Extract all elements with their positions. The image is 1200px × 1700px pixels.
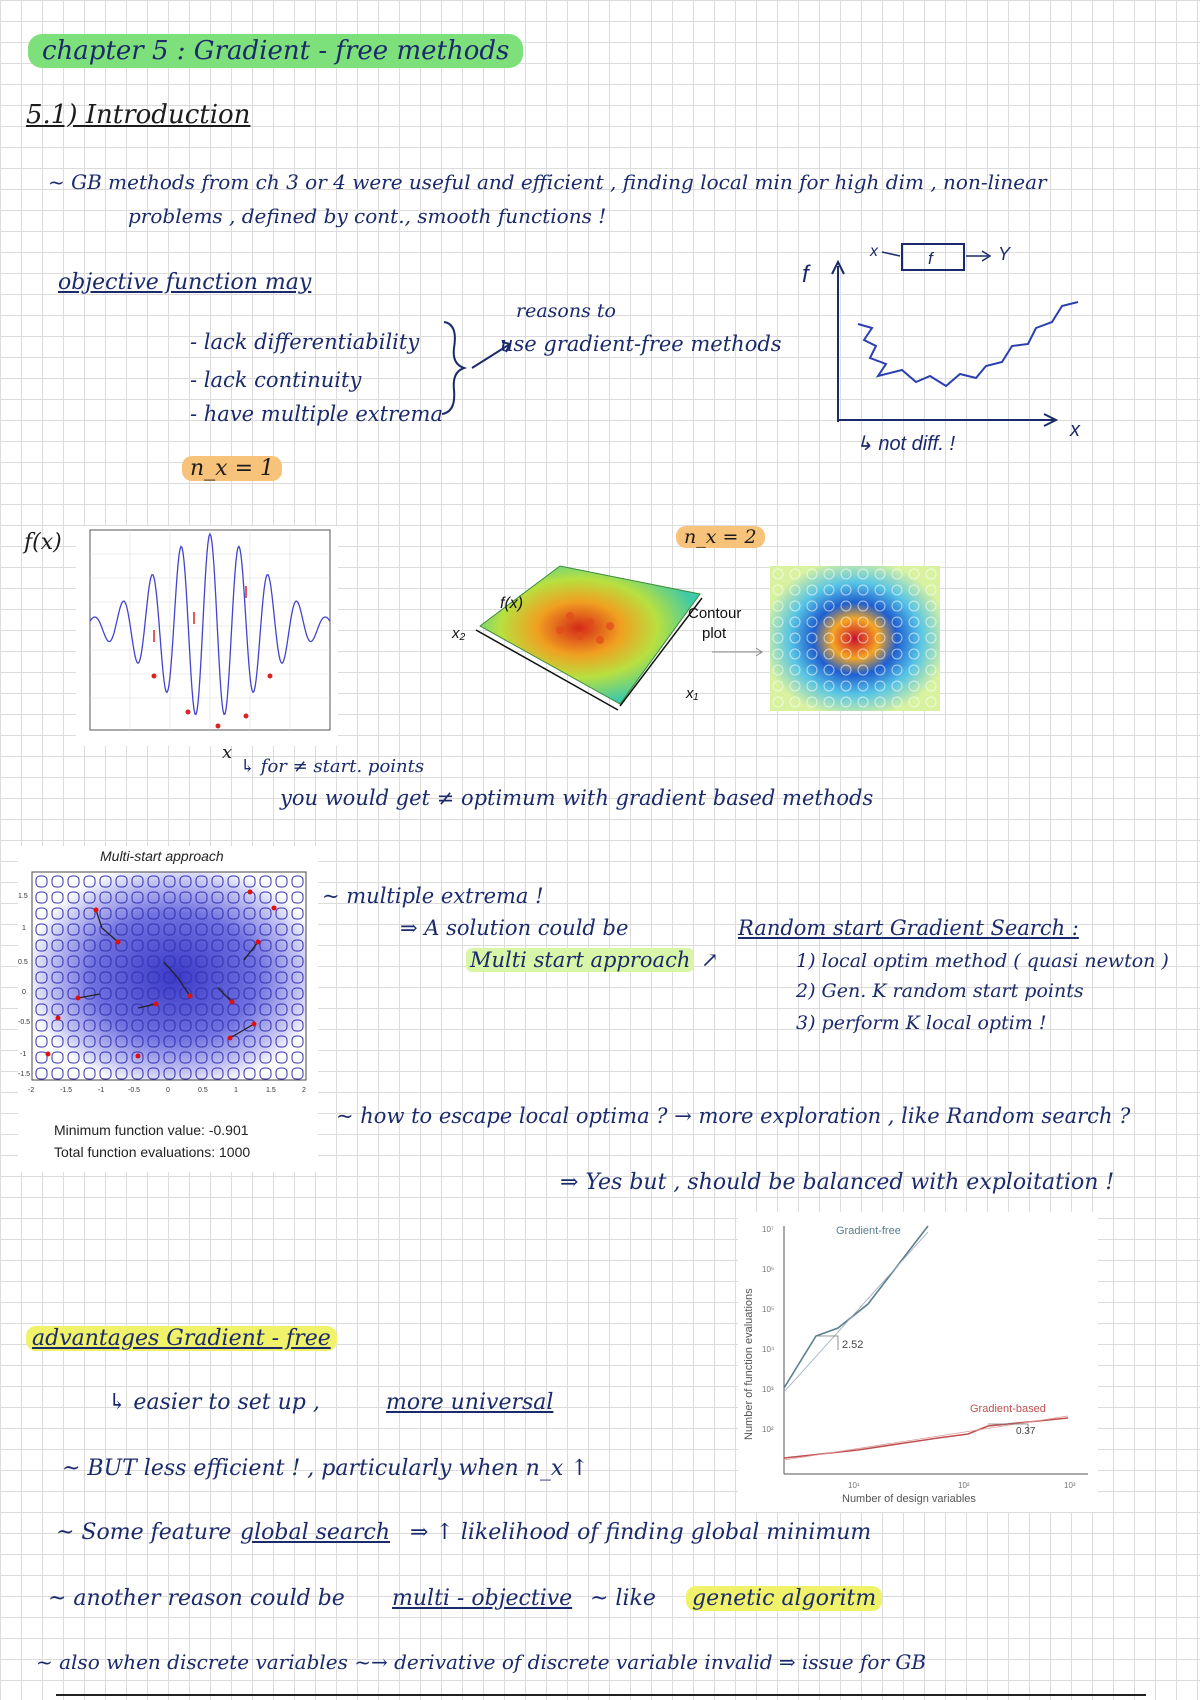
another-4-wrap [686, 1586, 882, 1611]
advantages-1: ↳ easier to set up , [108, 1390, 320, 1415]
sketch-box-x: x [870, 243, 878, 260]
nx1-label-text: n_x = 1 [182, 456, 282, 481]
ms-xtick-6: 0.5 [198, 1087, 208, 1094]
chart-ylabel: Number of function evaluations [743, 1288, 755, 1440]
bullet-1: - lack differentiability [190, 330, 420, 354]
chapter-title-text: chapter 5 : Gradient - free methods [28, 34, 523, 68]
surface-plot [440, 556, 960, 726]
advantages-2: more universal [386, 1390, 554, 1415]
some-line-1: ~ Some feature [56, 1520, 232, 1545]
reasons-label-2: use gradient-free methods [500, 332, 782, 356]
yes-line: ⇒ Yes but , should be balanced with exploitation ! [560, 1170, 1115, 1195]
surface-fx: f(x) [500, 595, 524, 612]
escape-line: ~ how to escape local optima ? → more exploration , like Random search ? [336, 1104, 1131, 1128]
solution-arrow: ↗ [701, 948, 719, 972]
multi-extrema: ~ multiple extrema ! [322, 884, 544, 908]
fx-label: f(x) [24, 530, 62, 555]
nx2-label-text: n_x = 2 [676, 526, 765, 548]
chart-label-free: Gradient-free [836, 1225, 901, 1237]
ms-xtick-4: -0.5 [128, 1087, 141, 1094]
ms-ytick-6: -1 [20, 1051, 27, 1058]
chapter-title [28, 36, 523, 66]
objective-heading: objective function may [58, 270, 312, 295]
ms-ytick-5: -0.5 [18, 1019, 31, 1026]
reasons-label-1: reasons to [516, 300, 616, 322]
ms-xtick-3: -1 [98, 1087, 105, 1094]
some-line-2: global search [240, 1520, 391, 1545]
sketch-note: ↳ not diff. ! [856, 433, 956, 455]
intro-line-2: problems , defined by cont., smooth functions ! [128, 204, 607, 228]
random-step-3: 3) perform K local optim ! [796, 1012, 1047, 1034]
chart-label-based: Gradient-based [970, 1403, 1046, 1415]
ms-xtick-1: -2 [28, 1087, 35, 1094]
contour-label-1: Contour [688, 605, 742, 622]
another-2: multi - objective [392, 1586, 573, 1611]
chart-ytick-1: 10⁷ [762, 1225, 774, 1234]
chart-ytick-4: 10⁴ [762, 1345, 775, 1354]
chart-xtick-1: 10¹ [848, 1481, 860, 1490]
sketch-box-f: f [928, 249, 933, 268]
chart-ytick-3: 10⁵ [762, 1305, 775, 1314]
solution-2-text: Multi start approach [466, 948, 694, 972]
ms-xtick-8: 1.5 [266, 1087, 276, 1094]
surface-x2: x₂ [452, 625, 466, 642]
start-note-1: ↳ for ≠ start. points [240, 756, 425, 777]
chart-xtick-3: 10³ [1064, 1481, 1076, 1490]
chart-ytick-2: 10⁶ [762, 1265, 775, 1274]
some-line-3: ⇒ ↑ likelihood of finding global minimum [410, 1520, 872, 1545]
discrete-line: ~ also when discrete variables ~→ derivative of discrete variable invalid ⇒ issue for GB [36, 1650, 927, 1674]
ms-ytick-4: 0 [22, 989, 26, 996]
multistart-evals: Total function evaluations: 1000 [54, 1144, 251, 1160]
nx1-label [182, 456, 282, 481]
solution-2 [466, 948, 719, 972]
bullet-3: - have multiple extrema [190, 402, 443, 426]
but-line: ~ BUT less efficient ! , particularly when n_x ↑ [62, 1456, 589, 1481]
chart-xtick-2: 10² [958, 1481, 970, 1490]
start-note-2: you would get ≠ optimum with gradient based methods [280, 786, 874, 810]
ms-ytick-2: 1 [22, 925, 26, 932]
bullet-2: - lack continuity [190, 368, 362, 392]
another-3: ~ like [590, 1586, 656, 1611]
solution-1: ⇒ A solution could be [400, 916, 629, 940]
chart-xlabel: Number of design variables [842, 1493, 976, 1505]
chart-slope-free: 2.52 [842, 1339, 864, 1351]
ms-xtick-5: 0 [166, 1087, 170, 1094]
another-1: ~ another reason could be [48, 1586, 345, 1611]
bottom-rule [56, 1694, 1146, 1696]
nx2-label [676, 526, 765, 548]
multistart-min-value: Minimum function value: -0.901 [54, 1122, 249, 1138]
chart-ytick-6: 10² [762, 1425, 774, 1434]
multistart-title: Multi-start approach [100, 848, 224, 864]
advantages-heading [26, 1326, 337, 1351]
random-step-2: 2) Gen. K random start points [796, 980, 1084, 1002]
surface-x1: x₁ [686, 685, 699, 702]
random-step-1: 1) local optim method ( quasi newton ) [796, 950, 1169, 972]
section-heading: 5.1) Introduction [26, 100, 251, 130]
sketch-x-axis: x [1070, 419, 1080, 441]
ms-xtick-2: -1.5 [60, 1087, 73, 1094]
x-axis-label: x [222, 742, 233, 763]
sketch-box-y: Y [998, 244, 1011, 264]
sketch-f-label: f [802, 261, 809, 288]
ms-xtick-7: 1 [234, 1087, 238, 1094]
comparison-chart [738, 1212, 1098, 1512]
intro-line-1: ~ GB methods from ch 3 or 4 were useful and efficient , finding local min for high dim , non-linear [48, 170, 1047, 194]
chart-ytick-5: 10³ [762, 1385, 774, 1394]
ms-xtick-9: 2 [302, 1087, 306, 1094]
nondiff-sketch [790, 236, 1120, 476]
advantages-heading-text: advantages Gradient - free [26, 1326, 337, 1351]
multistart-contour [18, 868, 318, 1104]
chart-slope-based: 0.37 [1016, 1426, 1036, 1437]
contour-label-2: plot [702, 625, 727, 642]
ms-ytick-3: 0.5 [18, 959, 28, 966]
ms-ytick-1: 1.5 [18, 893, 28, 900]
another-4: genetic algoritm [686, 1586, 882, 1611]
multistart-figure [18, 846, 318, 1172]
random-heading: Random start Gradient Search : [738, 916, 1079, 940]
oscillation-plot [76, 526, 338, 746]
ms-ytick-7: -1.5 [18, 1071, 31, 1078]
